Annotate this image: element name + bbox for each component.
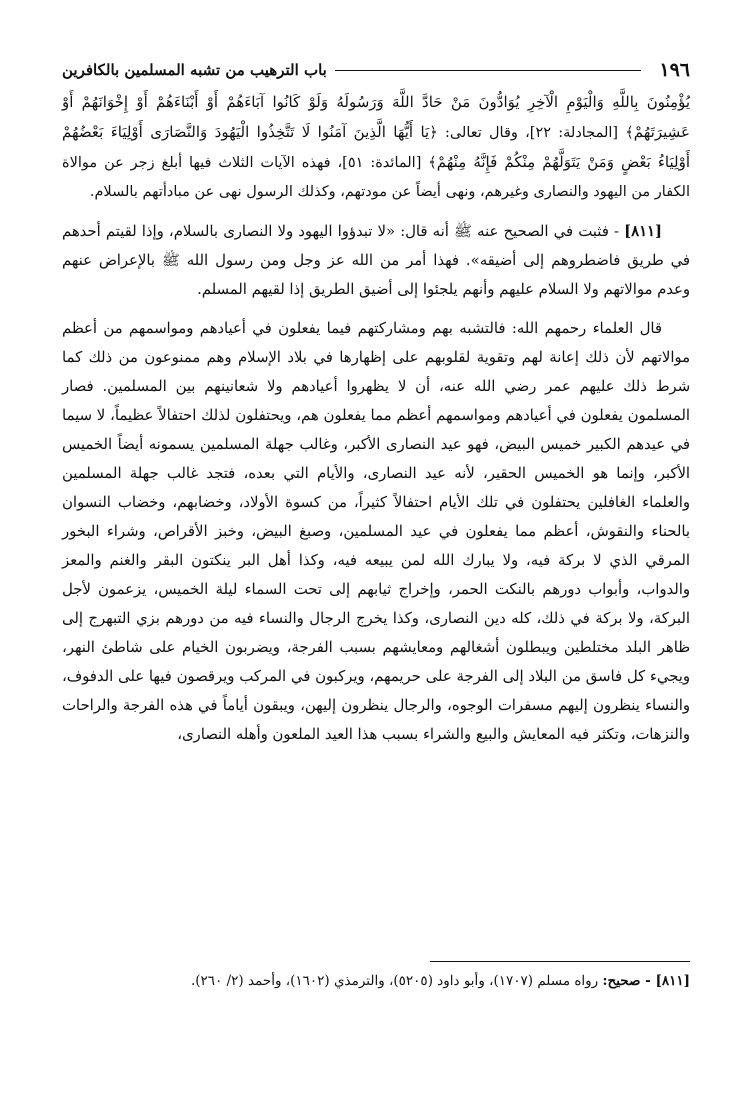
chapter-title: باب الترهيب من تشبه المسلمين بالكافرين	[62, 61, 327, 79]
footnote-text: رواه مسلم (١٧٠٧)، وأبو داود (٥٢٠٥)، والترمذي (١٦٠٢)، وأحمد (٢/ ٢٦٠).	[190, 973, 603, 989]
hadith-text: - فثبت في الصحيح عنه ﷺ أنه قال: «لا تبدؤوا اليهود ولا النصارى بالسلام، وإذا لقيتم أحدهم في طريق فاضطروهم إلى أضيقه». فهذا أمر من الله عز وجل ومن رسول الله ﷺ بالإعراض عنهم وعدم موالاتهم ولا السلام عليهم وأنهم يلجئوا إلى أضيق الطريق إذا لقيهم المسلم.	[62, 223, 690, 298]
hadith-paragraph	[62, 217, 690, 304]
page-number: ١٩٦	[659, 59, 690, 81]
quran-verse-2: يَا أَيُّهَا الَّذِينَ آمَنُوا لَا تَتَّخِذُوا الْيَهُودَ وَالنَّصَارَى أَوْلِيَاءَ بَعْضُهُمْ أَوْلِيَاءُ بَعْضٍ وَمَنْ يَتَوَلَّهُمْ مِنْكُمْ فَإِنَّهُ مِنْهُمْ	[62, 123, 691, 171]
quran-verse-1: يُؤْمِنُونَ بِاللَّهِ وَالْيَوْمِ الْآخِرِ يُوَادُّونَ مَنْ حَادَّ اللَّهَ وَرَسُولَهُ وَلَوْ كَانُوا آبَاءَهُمْ أَوْ أَبْنَاءَهُمْ أَوْ إِخْوَانَهُمْ أَوْ عَشِيرَتَهُمْ	[62, 93, 690, 141]
footnote-label: [٨١١] - صحيح:	[602, 973, 690, 989]
scholars-paragraph: قال العلماء رحمهم الله: فالتشبه بهم ومشاركتهم فيما يفعلون في أعيادهم ومواسمهم من أعظم موالاتهم لأن ذلك إعانة لهم وتقوية لقلوبهم على إظهارها في بلاد الإسلام وهم ممنوعون من ذلك كما شرط ذلك عليهم عمر رضي الله عنه، أن لا يظهروا أعيادهم ولا شعانينهم بين المسلمين. فصار المسلمون يفعلون في أعيادهم ومواسمهم أعظم مما يفعلون هم، ويحتفلون لذلك احتفالاً عظيماً، لا سيما في عيدهم الكبير خميس البيض، فهو عيد النصارى الأكبر، وغالب جهلة المسلمين يسمونه أيضاً الخميس الأكبر، وإنما هو الخميس الحقير، لأنه عيد النصارى، والأيام التي بعده، فتجد غالب جهلة المسلمين والعلماء الغافلين يحتفلون في تلك الأيام احتفالاً كثيراً، من كسوة الأولاد، وخضابهم، وخضاب النسوان بالحناء والنقوش، أعظم مما يفعلون في عيد المسلمين، وصبغ البيض، وخبز الأقراص، وشراء البخور المرقي الذي لا بركة فيه، ولا يبارك الله لمن يبيعه فيه، وكذا أهل البر ينكتون البقر والغنم والمعز والدواب، وأبواب دورهم بالنكت الحمر، وإخراج ثيابهم إلى تحت السماء ليلة الخميس، يزعمون لأجل البركة، ولا بركة في ذلك، كله دين النصارى، وكذا يخرج الرجال والنساء فيه من دورهم بزي التبهرج إلى ظاهر البلد مختلطين ويبطلون أشغالهم ومعايشهم بسبب الفرجة، ويضربون الخيام على شاطئ النهر، ويجيء كل فاسق من البلاد إلى الفرجة على حريمهم، ويركبون في المركب ويرقصون فيها على الدفوف، والنساء ينظرون إليهم مسفرات الوجوه، والرجال ينظرون إليهن، ويبقون أياماً في هذه الفرجة والراحات والنزهات، وتكثر فيه المعايش والبيع والشراء بسبب هذا العيد الملعون وأهله النصارى،	[62, 320, 691, 743]
body-text	[62, 88, 690, 749]
hadith-number: [٨١١]	[624, 223, 662, 240]
footnote-rule	[430, 961, 690, 962]
quran-paragraph	[62, 88, 690, 207]
verse-reference-2: ﴾ [المائدة: ٥١]، فهذه الآيات الثلاث فيها أبلغ زجر عن موالاة الكفار من اليهود والنصارى وغيرهم، ونهى أيضاً عن مودتهم، وكذلك الرسول نهى عن مبادأتهم بالسلام.	[62, 155, 690, 200]
page-header	[62, 56, 690, 84]
verse-reference-1: ﴾ [المجادلة: ٢٢]، وقال تعالى: ﴿	[429, 125, 634, 141]
footnote	[62, 968, 690, 995]
header-rule	[335, 70, 642, 71]
